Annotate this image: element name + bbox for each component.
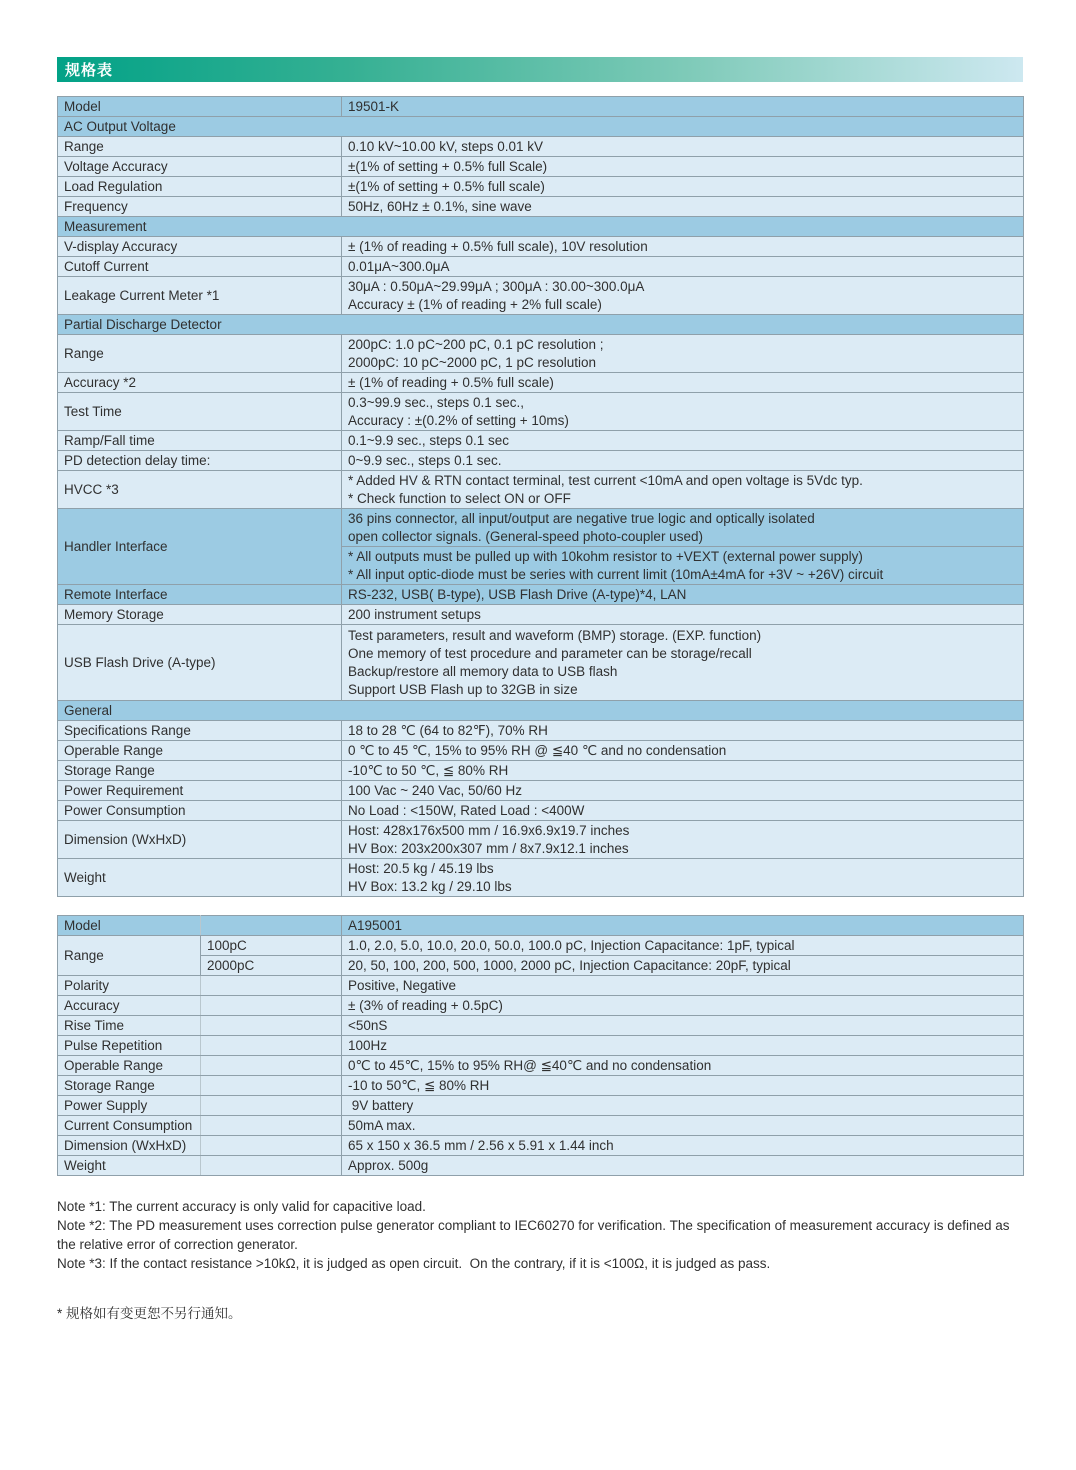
row-value — [342, 821, 1024, 859]
table-row — [58, 721, 1024, 741]
row-label: Rise Time — [58, 1016, 201, 1036]
table-row — [58, 1116, 1024, 1136]
row-value: 1.0, 2.0, 5.0, 10.0, 20.0, 50.0, 100.0 pC, Injection Capacitance: 1pF, typical — [342, 936, 1024, 956]
row-label: Storage Range — [58, 1076, 201, 1096]
row-value: 19501-K — [342, 97, 1024, 117]
table-row — [58, 585, 1024, 605]
row-label: Pulse Repetition — [58, 1036, 201, 1056]
table-row — [58, 157, 1024, 177]
row-value: -10℃ to 50 ℃, ≦ 80% RH — [342, 761, 1024, 781]
table-row — [58, 1096, 1024, 1116]
table-row — [58, 217, 1024, 237]
row-value — [342, 509, 1024, 547]
table-row — [58, 509, 1024, 547]
sub-range-label: 100pC — [201, 936, 342, 956]
section-header: Partial Discharge Detector — [58, 315, 1024, 335]
table-row — [58, 916, 1024, 936]
table-row — [58, 859, 1024, 897]
row-value — [342, 335, 1024, 373]
table-row — [58, 761, 1024, 781]
row-value: 0℃ to 45℃, 15% to 95% RH@ ≦40℃ and no condensation — [342, 1056, 1024, 1076]
row-label: Model — [58, 97, 342, 117]
table-row — [58, 956, 1024, 976]
row-label: Power Requirement — [58, 781, 342, 801]
row-value: 20, 50, 100, 200, 500, 1000, 2000 pC, Injection Capacitance: 20pF, typical — [342, 956, 1024, 976]
table-row — [58, 97, 1024, 117]
row-label: Operable Range — [58, 1056, 201, 1076]
row-value: 9V battery — [342, 1096, 1024, 1116]
row-value: <50nS — [342, 1016, 1024, 1036]
value-line: * Check function to select ON or OFF — [348, 490, 571, 506]
table-row — [58, 1076, 1024, 1096]
table-row — [58, 1016, 1024, 1036]
page-title: 规格表 — [65, 62, 114, 79]
value-line: 30μA : 0.50μA~29.99μA ; 300μA : 30.00~300.0μA — [348, 278, 645, 294]
note-3: Note *3: If the contact resistance >10kΩ, it is judged as open circuit. On the contrary, if it is <100Ω, it is judged as pass. — [57, 1256, 771, 1271]
row-value: 50mA max. — [342, 1116, 1024, 1136]
row-value: 0~9.9 sec., steps 0.1 sec. — [342, 451, 1024, 471]
row-label: Power Consumption — [58, 801, 342, 821]
row-value — [342, 859, 1024, 897]
row-label: Range — [58, 335, 342, 373]
value-line: 200pC: 1.0 pC~200 pC, 0.1 pC resolution ; — [348, 336, 604, 352]
row-label: Load Regulation — [58, 177, 342, 197]
sub-range-label: 2000pC — [201, 956, 342, 976]
spacer-cell — [201, 1116, 342, 1136]
spacer-cell — [201, 976, 342, 996]
row-value: 18 to 28 ℃ (64 to 82℉), 70% RH — [342, 721, 1024, 741]
value-line: One memory of test procedure and parameter can be storage/recall — [348, 645, 752, 661]
table-row — [58, 741, 1024, 761]
row-label: Cutoff Current — [58, 257, 342, 277]
table-row — [58, 373, 1024, 393]
table-row — [58, 976, 1024, 996]
value-line: Backup/restore all memory data to USB flash — [348, 663, 618, 679]
row-value — [342, 277, 1024, 315]
row-label: PD detection delay time: — [58, 451, 342, 471]
value-line: * All outputs must be pulled up with 10kohm resistor to +VEXT (external power supply) — [348, 548, 863, 564]
row-label: Remote Interface — [58, 585, 342, 605]
row-label: Voltage Accuracy — [58, 157, 342, 177]
row-label: Handler Interface — [58, 509, 342, 585]
table-row — [58, 277, 1024, 315]
section-header: General — [58, 701, 1024, 721]
row-label: Dimension (WxHxD) — [58, 821, 342, 859]
disclaimer-cn: * 规格如有变更恕不另行通知。 — [57, 1306, 242, 1321]
row-label: Current Consumption — [58, 1116, 201, 1136]
row-value — [342, 625, 1024, 701]
row-label: Weight — [58, 859, 342, 897]
value-line: 2000pC: 10 pC~2000 pC, 1 pC resolution — [348, 354, 597, 370]
row-label: Memory Storage — [58, 605, 342, 625]
row-value: 50Hz, 60Hz ± 0.1%, sine wave — [342, 197, 1024, 217]
spacer-cell — [201, 1056, 342, 1076]
table-row — [58, 471, 1024, 509]
value-line: open collector signals. (General-speed photo-coupler used) — [348, 528, 703, 544]
value-line: Accuracy ± (1% of reading + 2% full scale) — [348, 296, 602, 312]
row-label: Storage Range — [58, 761, 342, 781]
table-row — [58, 237, 1024, 257]
note-2: Note *2: The PD measurement uses correction pulse generator compliant to IEC60270 for verification. The specification of measurement accuracy is defined as the relative error of correction generator. — [57, 1218, 1014, 1252]
value-line: Accuracy : ±(0.2% of setting + 10ms) — [348, 412, 569, 428]
row-value: 0 ℃ to 45 ℃, 15% to 95% RH @ ≦40 ℃ and no condensation — [342, 741, 1024, 761]
row-label: Polarity — [58, 976, 201, 996]
row-label: V-display Accuracy — [58, 237, 342, 257]
table-row — [58, 177, 1024, 197]
row-value: No Load : <150W, Rated Load : <400W — [342, 801, 1024, 821]
footnotes — [57, 1197, 1023, 1323]
spacer-cell — [201, 1076, 342, 1096]
value-line: Support USB Flash up to 32GB in size — [348, 681, 578, 697]
table-row — [58, 117, 1024, 137]
table-row — [58, 257, 1024, 277]
row-value — [342, 547, 1024, 585]
table-row — [58, 996, 1024, 1016]
value-line: 36 pins connector, all input/output are negative true logic and optically isolated — [348, 510, 815, 526]
row-value: 0.1~9.9 sec., steps 0.1 sec — [342, 431, 1024, 451]
row-value: -10 to 50℃, ≦ 80% RH — [342, 1076, 1024, 1096]
table-row — [58, 1136, 1024, 1156]
table-row — [58, 431, 1024, 451]
row-value: 65 x 150 x 36.5 mm / 2.56 x 5.91 x 1.44 inch — [342, 1136, 1024, 1156]
table-row — [58, 1036, 1024, 1056]
table-row — [58, 137, 1024, 157]
row-label: Dimension (WxHxD) — [58, 1136, 201, 1156]
row-label: Test Time — [58, 393, 342, 431]
section-title-bar — [57, 57, 1023, 82]
spacer-cell — [201, 1136, 342, 1156]
row-value: 0.10 kV~10.00 kV, steps 0.01 kV — [342, 137, 1024, 157]
row-value — [342, 393, 1024, 431]
table-row — [58, 1156, 1024, 1176]
table-row — [58, 821, 1024, 859]
value-line: 0.3~99.9 sec., steps 0.1 sec., — [348, 394, 524, 410]
row-label: Weight — [58, 1156, 201, 1176]
row-label: Specifications Range — [58, 721, 342, 741]
spacer-cell — [201, 1036, 342, 1056]
spacer-cell — [201, 1156, 342, 1176]
table-row — [58, 801, 1024, 821]
value-line: Host: 428x176x500 mm / 16.9x6.9x19.7 inches — [348, 822, 630, 838]
row-value: Positive, Negative — [342, 976, 1024, 996]
row-value: ±(1% of setting + 0.5% full scale) — [342, 177, 1024, 197]
note-1: Note *1: The current accuracy is only valid for capacitive load. — [57, 1199, 426, 1214]
row-value — [342, 471, 1024, 509]
row-value: ± (1% of reading + 0.5% full scale) — [342, 373, 1024, 393]
spec-sheet — [57, 57, 1023, 1323]
table-row — [58, 781, 1024, 801]
table-row — [58, 315, 1024, 335]
value-line: * Added HV & RTN contact terminal, test current <10mA and open voltage is 5Vdc typ. — [348, 472, 863, 488]
spacer-cell — [201, 1096, 342, 1116]
row-label: Power Supply — [58, 1096, 201, 1116]
spacer-cell — [201, 996, 342, 1016]
row-value: ±(1% of setting + 0.5% full Scale) — [342, 157, 1024, 177]
row-value: Approx. 500g — [342, 1156, 1024, 1176]
row-label: Leakage Current Meter *1 — [58, 277, 342, 315]
row-value: RS-232, USB( B-type), USB Flash Drive (A-type)*4, LAN — [342, 585, 1024, 605]
row-label: Model — [58, 916, 201, 936]
value-line: Host: 20.5 kg / 45.19 lbs — [348, 860, 494, 876]
value-line: HV Box: 13.2 kg / 29.10 lbs — [348, 878, 512, 894]
table-row — [58, 625, 1024, 701]
row-label: Accuracy — [58, 996, 201, 1016]
row-label: USB Flash Drive (A-type) — [58, 625, 342, 701]
table-row — [58, 605, 1024, 625]
table-row — [58, 1056, 1024, 1076]
section-header: AC Output Voltage — [58, 117, 1024, 137]
value-line: * All input optic-diode must be series with current limit (10mA±4mA for +3V ~ +26V) circuit — [348, 566, 884, 582]
row-value: A195001 — [342, 916, 1024, 936]
row-value: 100Hz — [342, 1036, 1024, 1056]
row-label: HVCC *3 — [58, 471, 342, 509]
spec-table-accessory — [57, 915, 1024, 1176]
row-value: ± (1% of reading + 0.5% full scale), 10V resolution — [342, 237, 1024, 257]
row-value: 100 Vac ~ 240 Vac, 50/60 Hz — [342, 781, 1024, 801]
row-value: 0.01μA~300.0μA — [342, 257, 1024, 277]
row-label: Range — [58, 137, 342, 157]
row-label: Range — [58, 936, 201, 976]
table-row — [58, 701, 1024, 721]
value-line: HV Box: 203x200x307 mm / 8x7.9x12.1 inches — [348, 840, 629, 856]
row-label: Accuracy *2 — [58, 373, 342, 393]
row-label: Ramp/Fall time — [58, 431, 342, 451]
spacer-cell — [201, 1016, 342, 1036]
table-row — [58, 197, 1024, 217]
table-row — [58, 393, 1024, 431]
table-row — [58, 335, 1024, 373]
row-value: 200 instrument setups — [342, 605, 1024, 625]
row-label: Frequency — [58, 197, 342, 217]
spacer-cell — [201, 916, 342, 936]
spec-table-main — [57, 96, 1024, 897]
row-label: Operable Range — [58, 741, 342, 761]
value-line: Test parameters, result and waveform (BMP) storage. (EXP. function) — [348, 627, 762, 643]
table-row — [58, 936, 1024, 956]
section-header: Measurement — [58, 217, 1024, 237]
row-value: ± (3% of reading + 0.5pC) — [342, 996, 1024, 1016]
table-row — [58, 451, 1024, 471]
